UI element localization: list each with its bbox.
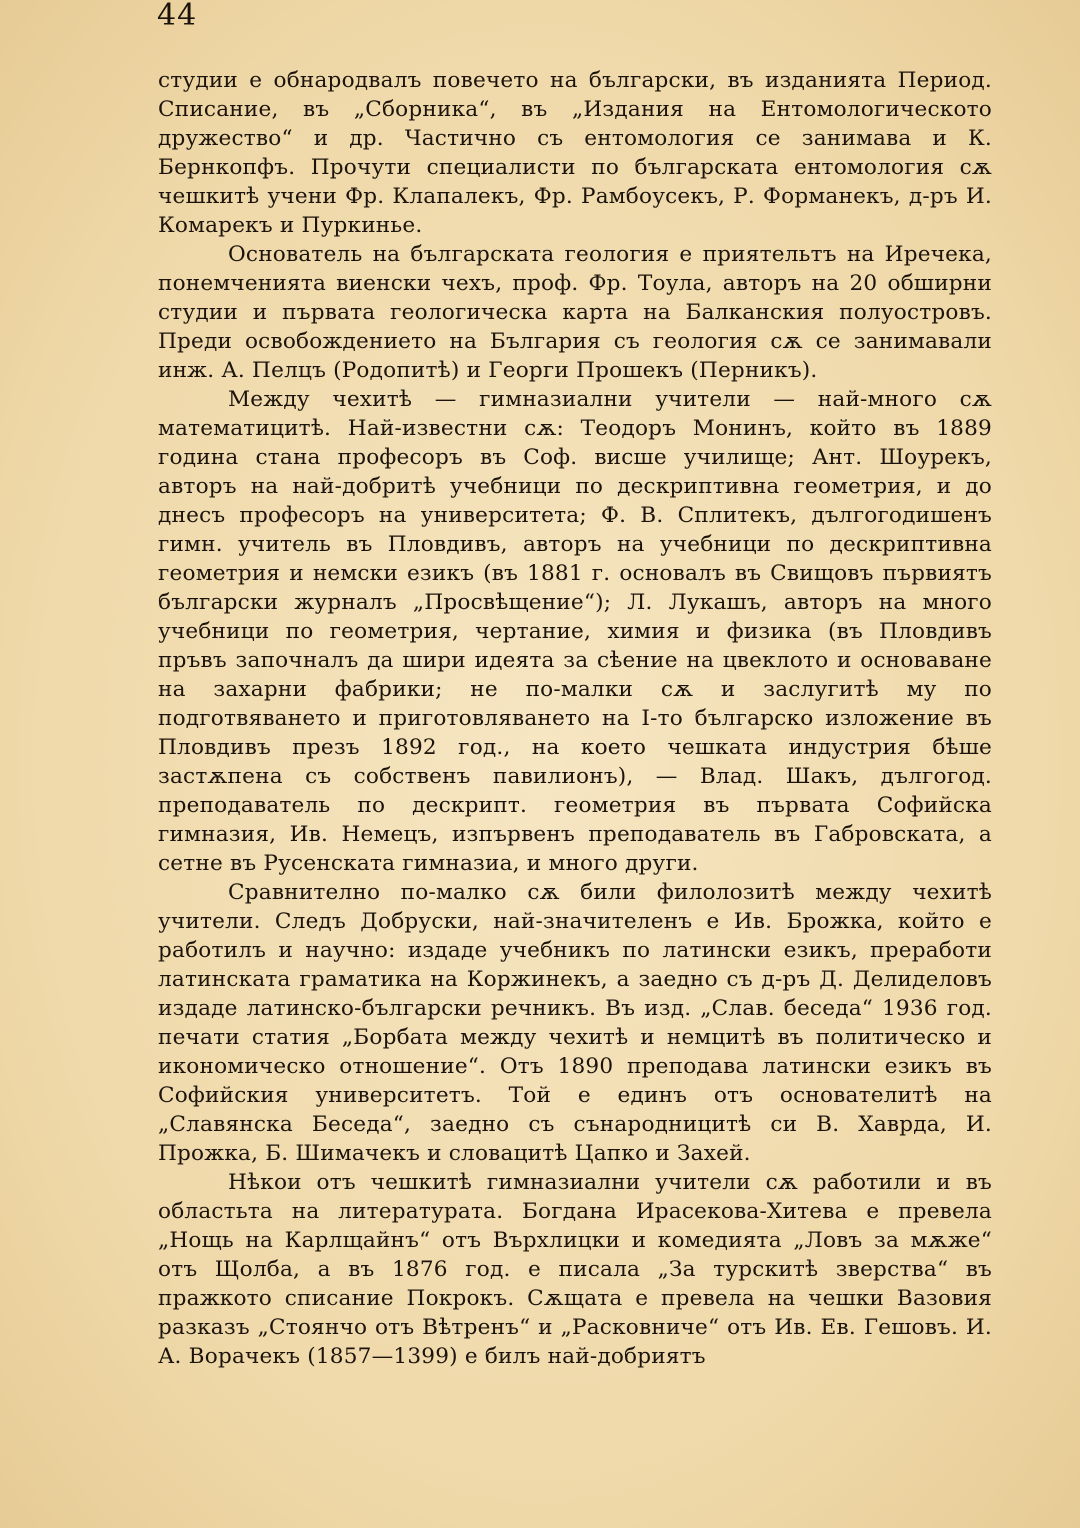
page-number: 44: [157, 0, 198, 33]
paragraph-mathematicians: Между чехитѣ — гимназиални учители — най-много сѫ математицитѣ. Най-известни сѫ: Теодоръ Монинъ, който въ 1889 година стана професоръ въ Соф. висше училище; Ант. Шоурекъ, авторъ на най-добритѣ учебници по дескриптивна геометрия, и до днесъ професоръ на университета; Ф. В. Сплитекъ, дългогодишенъ гимн. учитель въ Пловдивъ, авторъ на учебници по дескриптивна геометрия и немски езикъ (въ 1881 г. основалъ въ Свищовъ първиятъ български журналъ „Просвѣщение“); Л. Лукашъ, авторъ на много учебници по геометрия, чертание, химия и физика (въ Пловдивъ пръвъ започналъ да шири идеята за сѣение на цвеклото и основаване на захарни фабрики; не по-малки сѫ и заслугитѣ му по подготвяването и приготовляването на I-то българско изложение въ Пловдивъ презъ 1892 год., на което чешката индустрия бѣше застѫпена съ собственъ павилионъ), — Влад. Шакъ, дългогод. преподаватель по дескрипт. геометрия въ първата Софийска гимназия, Ив. Немецъ, изпървенъ преподаватель въ Габровската, а сетне въ Русенската гимназиа, и много други.: [158, 387, 992, 876]
paragraph-philologists: Сравнително по-малко сѫ били филолозитѣ между чехитѣ учители. Следъ Добруски, най-значителенъ е Ив. Брожка, който е работилъ и научно: издаде учебникъ по латински езикъ, преработи латинската граматика на Коржинекъ, а заедно съ д-ръ Д. Делиделовъ издаде латинско-български речникъ. Въ изд. „Слав. беседа“ 1936 год. печати статия „Борбата между чехитѣ и немцитѣ въ политическо и икономическо отношение“. Отъ 1890 преподава латински езикъ въ Софийския университетъ. Той е единъ отъ основателитѣ на „Славянска Беседа“, заедно съ сънародницитѣ си В. Хаврда, И. Прожка, Б. Шимачекъ и словацитѣ Цапко и Захей.: [158, 880, 992, 1166]
body-text: [158, 66, 992, 1371]
paragraph-geology: Основатель на българската геология е приятельтъ на Иречека, понемченията виенски чехъ, проф. Фр. Тоула, авторъ на 20 обширни студии и първата геологическа карта на Балканския полуостровъ. Преди освобождението на България съ геология сѫ се занимавали инж. А. Пелцъ (Родопитѣ) и Георги Прошекъ (Перникъ).: [158, 242, 992, 383]
paragraph-continuation: студии е обнародвалъ повечето на български, въ изданията Период. Списание, въ „Сборника“, въ „Издания на Ентомологическото дружество“ и др. Частично съ ентомология се занимава и К. Бернкопфъ. Прочути специалисти по българската ентомология сѫ чешкитѣ учени Фр. Клапалекъ, Фр. Рамбоусекъ, Р. Форманекъ, д-ръ И. Комарекъ и Пуркинье.: [158, 68, 992, 238]
paragraph-literature: Нѣкои отъ чешкитѣ гимназиални учители сѫ работили и въ областьта на литературата. Богдана Ирасекова-Хитева е превела „Нощь на Карлщайнъ“ отъ Върхлицки и комедията „Ловъ за мѫже“ отъ Щолба, а въ 1876 год. е писала „За турскитѣ зверства“ въ пражкото списание Покрокъ. Сѫщата е превела на чешки Вазовия разказъ „Стоянчо отъ Вѣтренъ“ и „Расковниче“ отъ Ив. Ев. Гешовъ. И. А. Ворачекъ (1857—1399) е билъ най-добриятъ: [158, 1170, 992, 1369]
